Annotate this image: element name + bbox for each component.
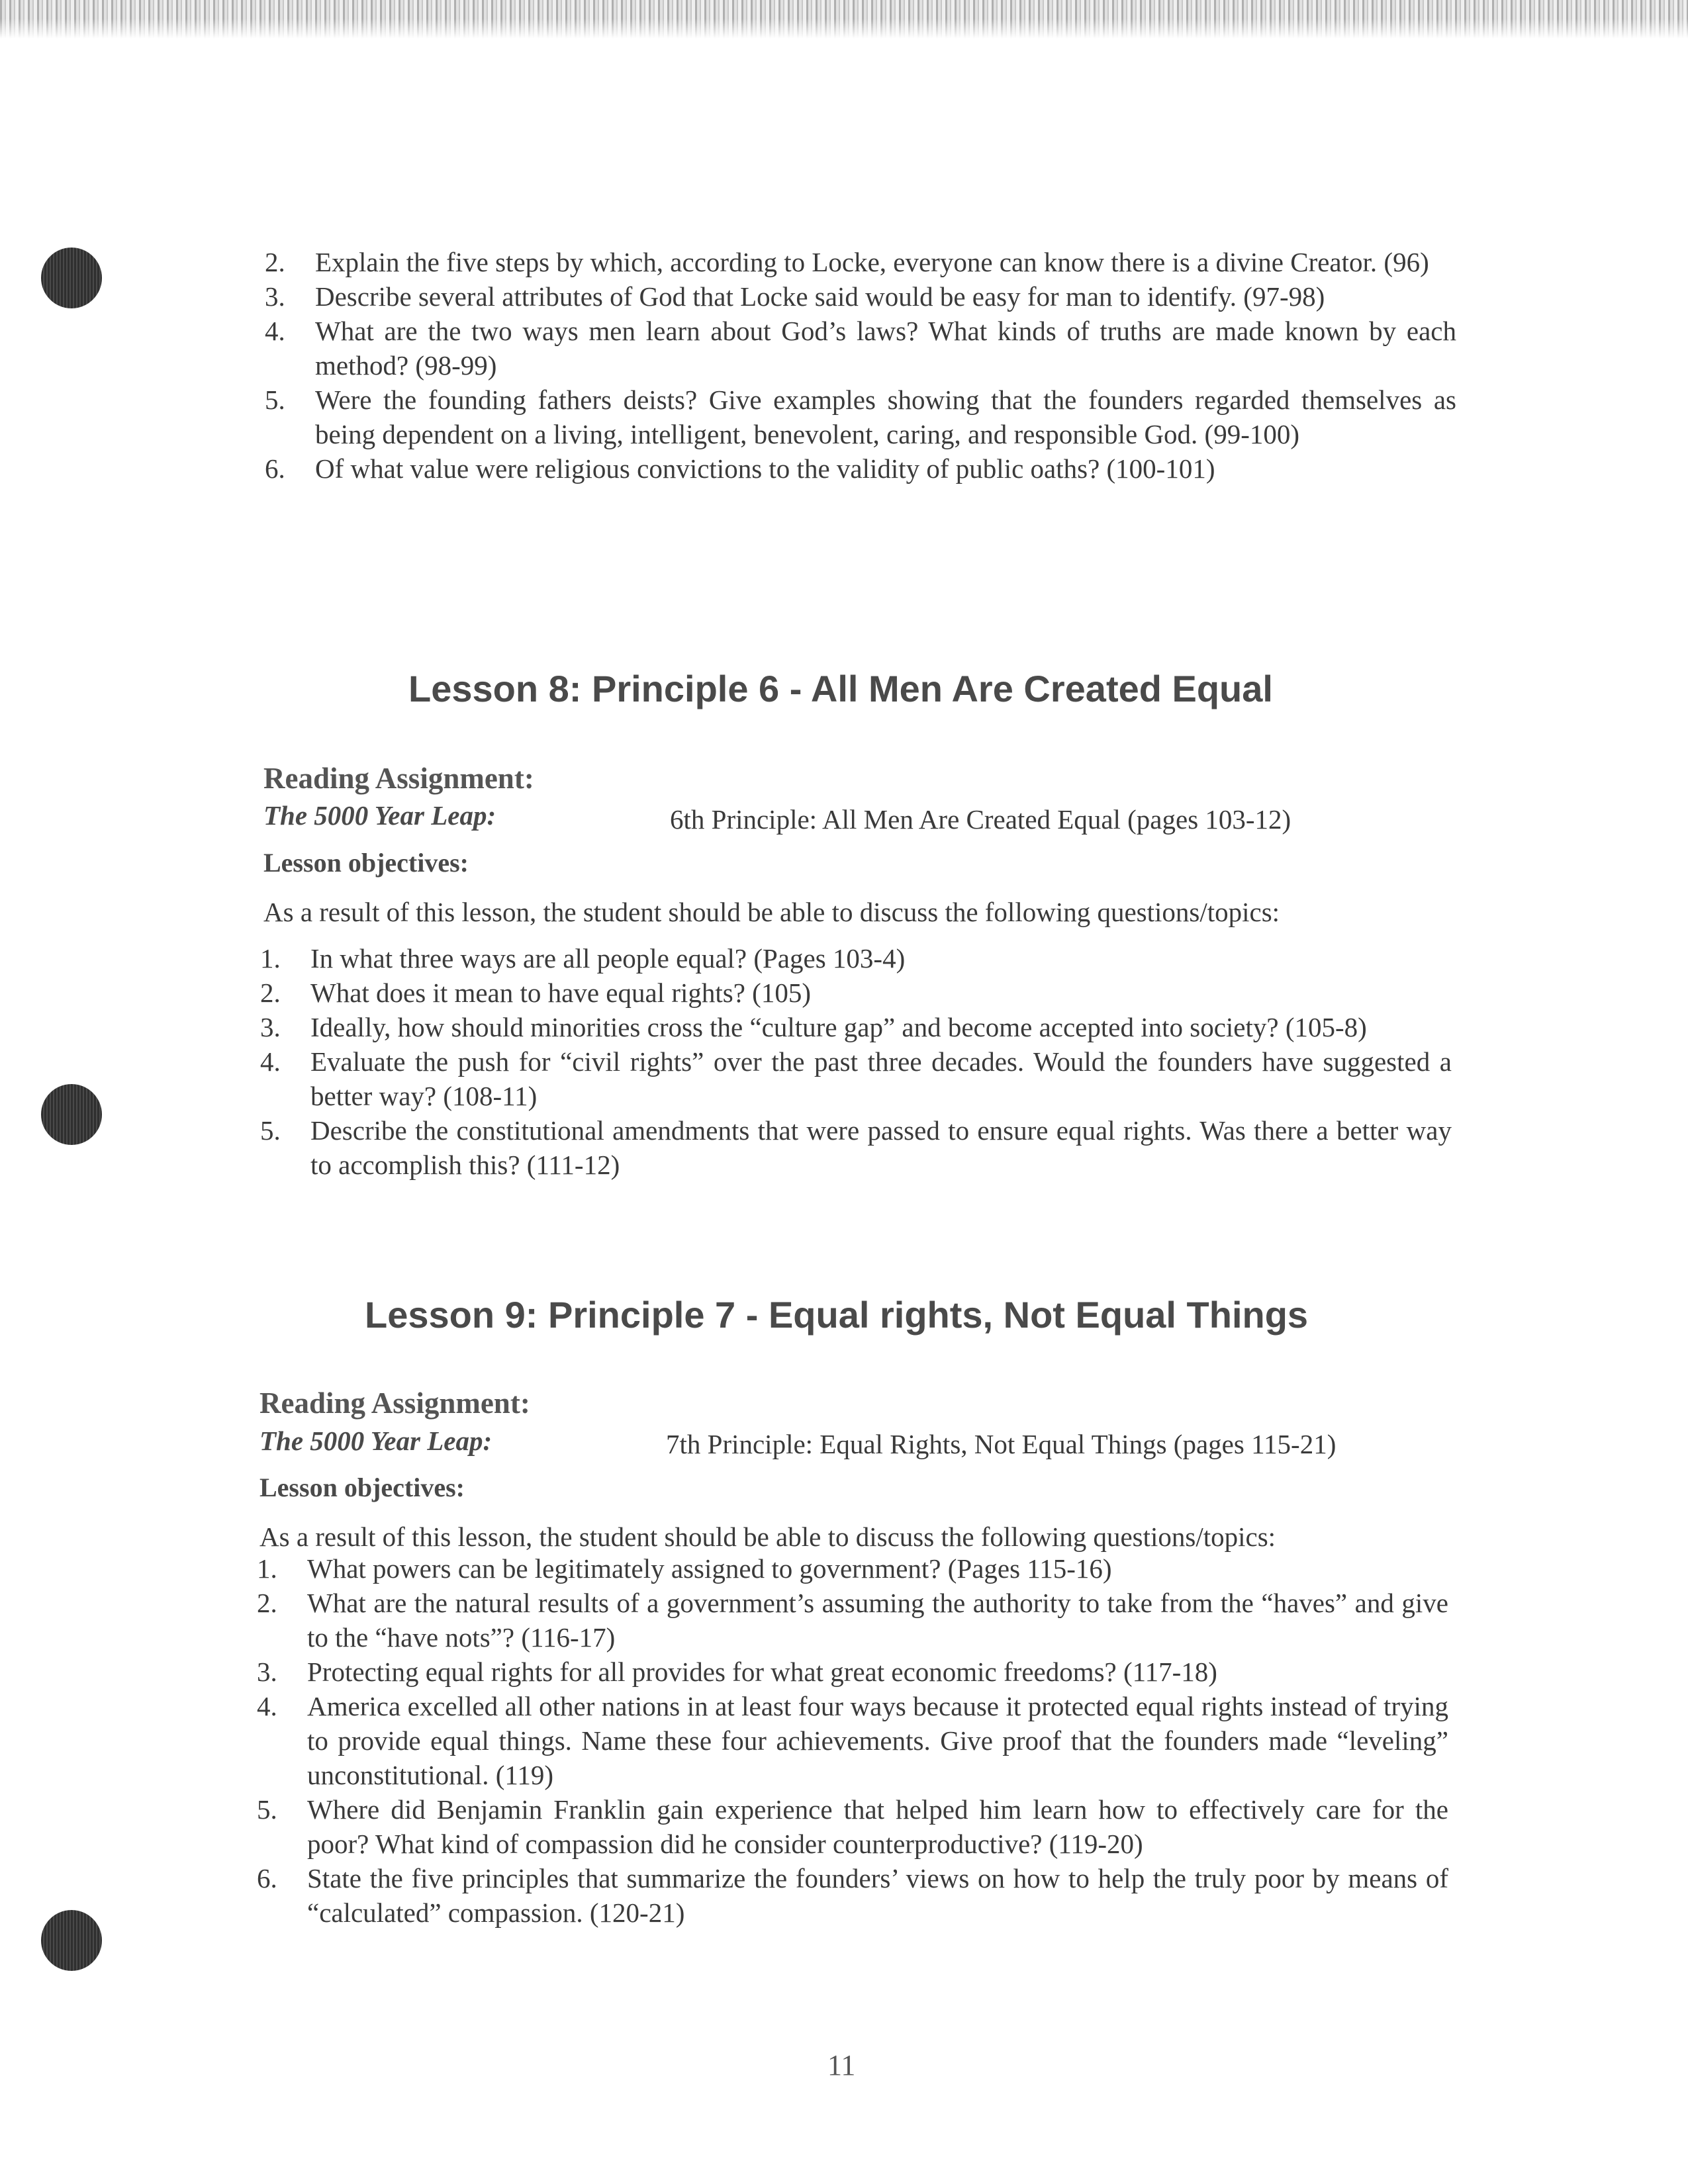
list-item xyxy=(260,941,1452,976)
binder-hole-bottom xyxy=(41,1910,102,1971)
lesson-objectives-label: Lesson objectives: xyxy=(263,848,469,878)
item-text: Of what value were religious convictions to the validity of public oaths? (100-101) xyxy=(315,453,1215,484)
item-text: What does it mean to have equal rights? (105) xyxy=(310,978,811,1008)
reading-assignment-label: Reading Assignment: xyxy=(263,762,534,795)
binder-hole-top xyxy=(41,248,102,308)
list-item xyxy=(260,1113,1452,1182)
lesson-objectives-label: Lesson objectives: xyxy=(259,1473,465,1502)
scan-edge xyxy=(0,0,1688,38)
item-text: In what three ways are all people equal? (Pages 103-4) xyxy=(310,943,906,974)
list-item xyxy=(257,1792,1448,1861)
item-number: 1. xyxy=(260,943,281,974)
list-item xyxy=(265,279,1456,314)
item-number: 4. xyxy=(257,1691,277,1721)
list-item xyxy=(260,1044,1452,1113)
item-number: 6. xyxy=(265,453,285,484)
item-text: Were the founding fathers deists? Give examples showing that the founders regarded themselves as being dependent on a living, intelligent, benevolent, caring, and responsible God. (99-100) xyxy=(315,385,1456,449)
list-item xyxy=(257,1551,1448,1586)
lesson-8-question-list xyxy=(260,941,1452,1182)
list-item xyxy=(265,245,1456,279)
book-title: The 5000 Year Leap: xyxy=(263,800,496,831)
top-question-list xyxy=(265,245,1456,486)
item-number: 2. xyxy=(260,978,281,1008)
list-item xyxy=(257,1655,1448,1689)
item-number: 2. xyxy=(257,1588,277,1618)
objectives-intro: As a result of this lesson, the student should be able to discuss the following questions/topics: xyxy=(263,897,1280,927)
item-text: What are the two ways men learn about God’s laws? What kinds of truths are made known by each method? (98-99) xyxy=(315,316,1456,381)
item-text: Where did Benjamin Franklin gain experience that helped him learn how to effectively care for the poor? What kind of compassion did he consider counterproductive? (119-20) xyxy=(307,1794,1448,1859)
lesson-9-heading: Lesson 9: Principle 7 - Equal rights, Not Equal Things xyxy=(365,1294,1309,1336)
list-item xyxy=(260,1010,1452,1044)
chapter-reference: 7th Principle: Equal Rights, Not Equal Things (pages 115-21) xyxy=(666,1429,1336,1459)
reading-assignment-label: Reading Assignment: xyxy=(259,1387,530,1420)
lesson-9-question-list xyxy=(257,1551,1448,1930)
item-number: 5. xyxy=(260,1115,281,1146)
list-item xyxy=(260,976,1452,1010)
item-text: What powers can be legitimately assigned to government? (Pages 115-16) xyxy=(307,1553,1112,1584)
item-number: 6. xyxy=(257,1863,277,1893)
item-number: 3. xyxy=(265,281,285,312)
item-number: 5. xyxy=(257,1794,277,1825)
list-item xyxy=(265,314,1456,383)
item-text: State the five principles that summarize the founders’ views on how to help the truly poor by means of “calculated” compassion. (120-21) xyxy=(307,1863,1448,1928)
item-text: Ideally, how should minorities cross the “culture gap” and become accepted into society? (105-8) xyxy=(310,1012,1367,1042)
item-number: 3. xyxy=(257,1657,277,1687)
book-title: The 5000 Year Leap: xyxy=(259,1426,492,1456)
item-number: 4. xyxy=(265,316,285,346)
objectives-intro: As a result of this lesson, the student should be able to discuss the following questions/topics: xyxy=(259,1522,1276,1552)
chapter-reference: 6th Principle: All Men Are Created Equal (pages 103-12) xyxy=(670,804,1291,835)
lesson-8-heading: Lesson 8: Principle 6 - All Men Are Created Equal xyxy=(408,668,1273,709)
item-number: 4. xyxy=(260,1046,281,1077)
item-number: 3. xyxy=(260,1012,281,1042)
list-item xyxy=(265,451,1456,486)
binder-hole-middle xyxy=(41,1084,102,1145)
list-item xyxy=(257,1689,1448,1792)
item-text: Describe the constitutional amendments that were passed to ensure equal rights. Was there a better way to accomplish this? (111-12) xyxy=(310,1115,1452,1180)
item-number: 1. xyxy=(257,1553,277,1584)
page-number: 11 xyxy=(827,2049,856,2081)
item-text: What are the natural results of a government’s assuming the authority to take from the “haves” and give to the “have nots”? (116-17) xyxy=(307,1588,1448,1653)
list-item xyxy=(265,383,1456,451)
item-number: 5. xyxy=(265,385,285,415)
item-text: America excelled all other nations in at least four ways because it protected equal rights instead of trying to provide equal things. Name these four achievements. Give proof that the founders made “leveling” unconstitutional. (119) xyxy=(307,1691,1448,1790)
list-item xyxy=(257,1861,1448,1930)
item-text: Protecting equal rights for all provides for what great economic freedoms? (117-18) xyxy=(307,1657,1217,1687)
item-text: Describe several attributes of God that Locke said would be easy for man to identify. (97-98) xyxy=(315,281,1325,312)
item-text: Explain the five steps by which, according to Locke, everyone can know there is a divine Creator. (96) xyxy=(315,247,1429,277)
list-item xyxy=(257,1586,1448,1655)
item-text: Evaluate the push for “civil rights” over the past three decades. Would the founders have suggested a better way? (108-11) xyxy=(310,1046,1452,1111)
item-number: 2. xyxy=(265,247,285,277)
